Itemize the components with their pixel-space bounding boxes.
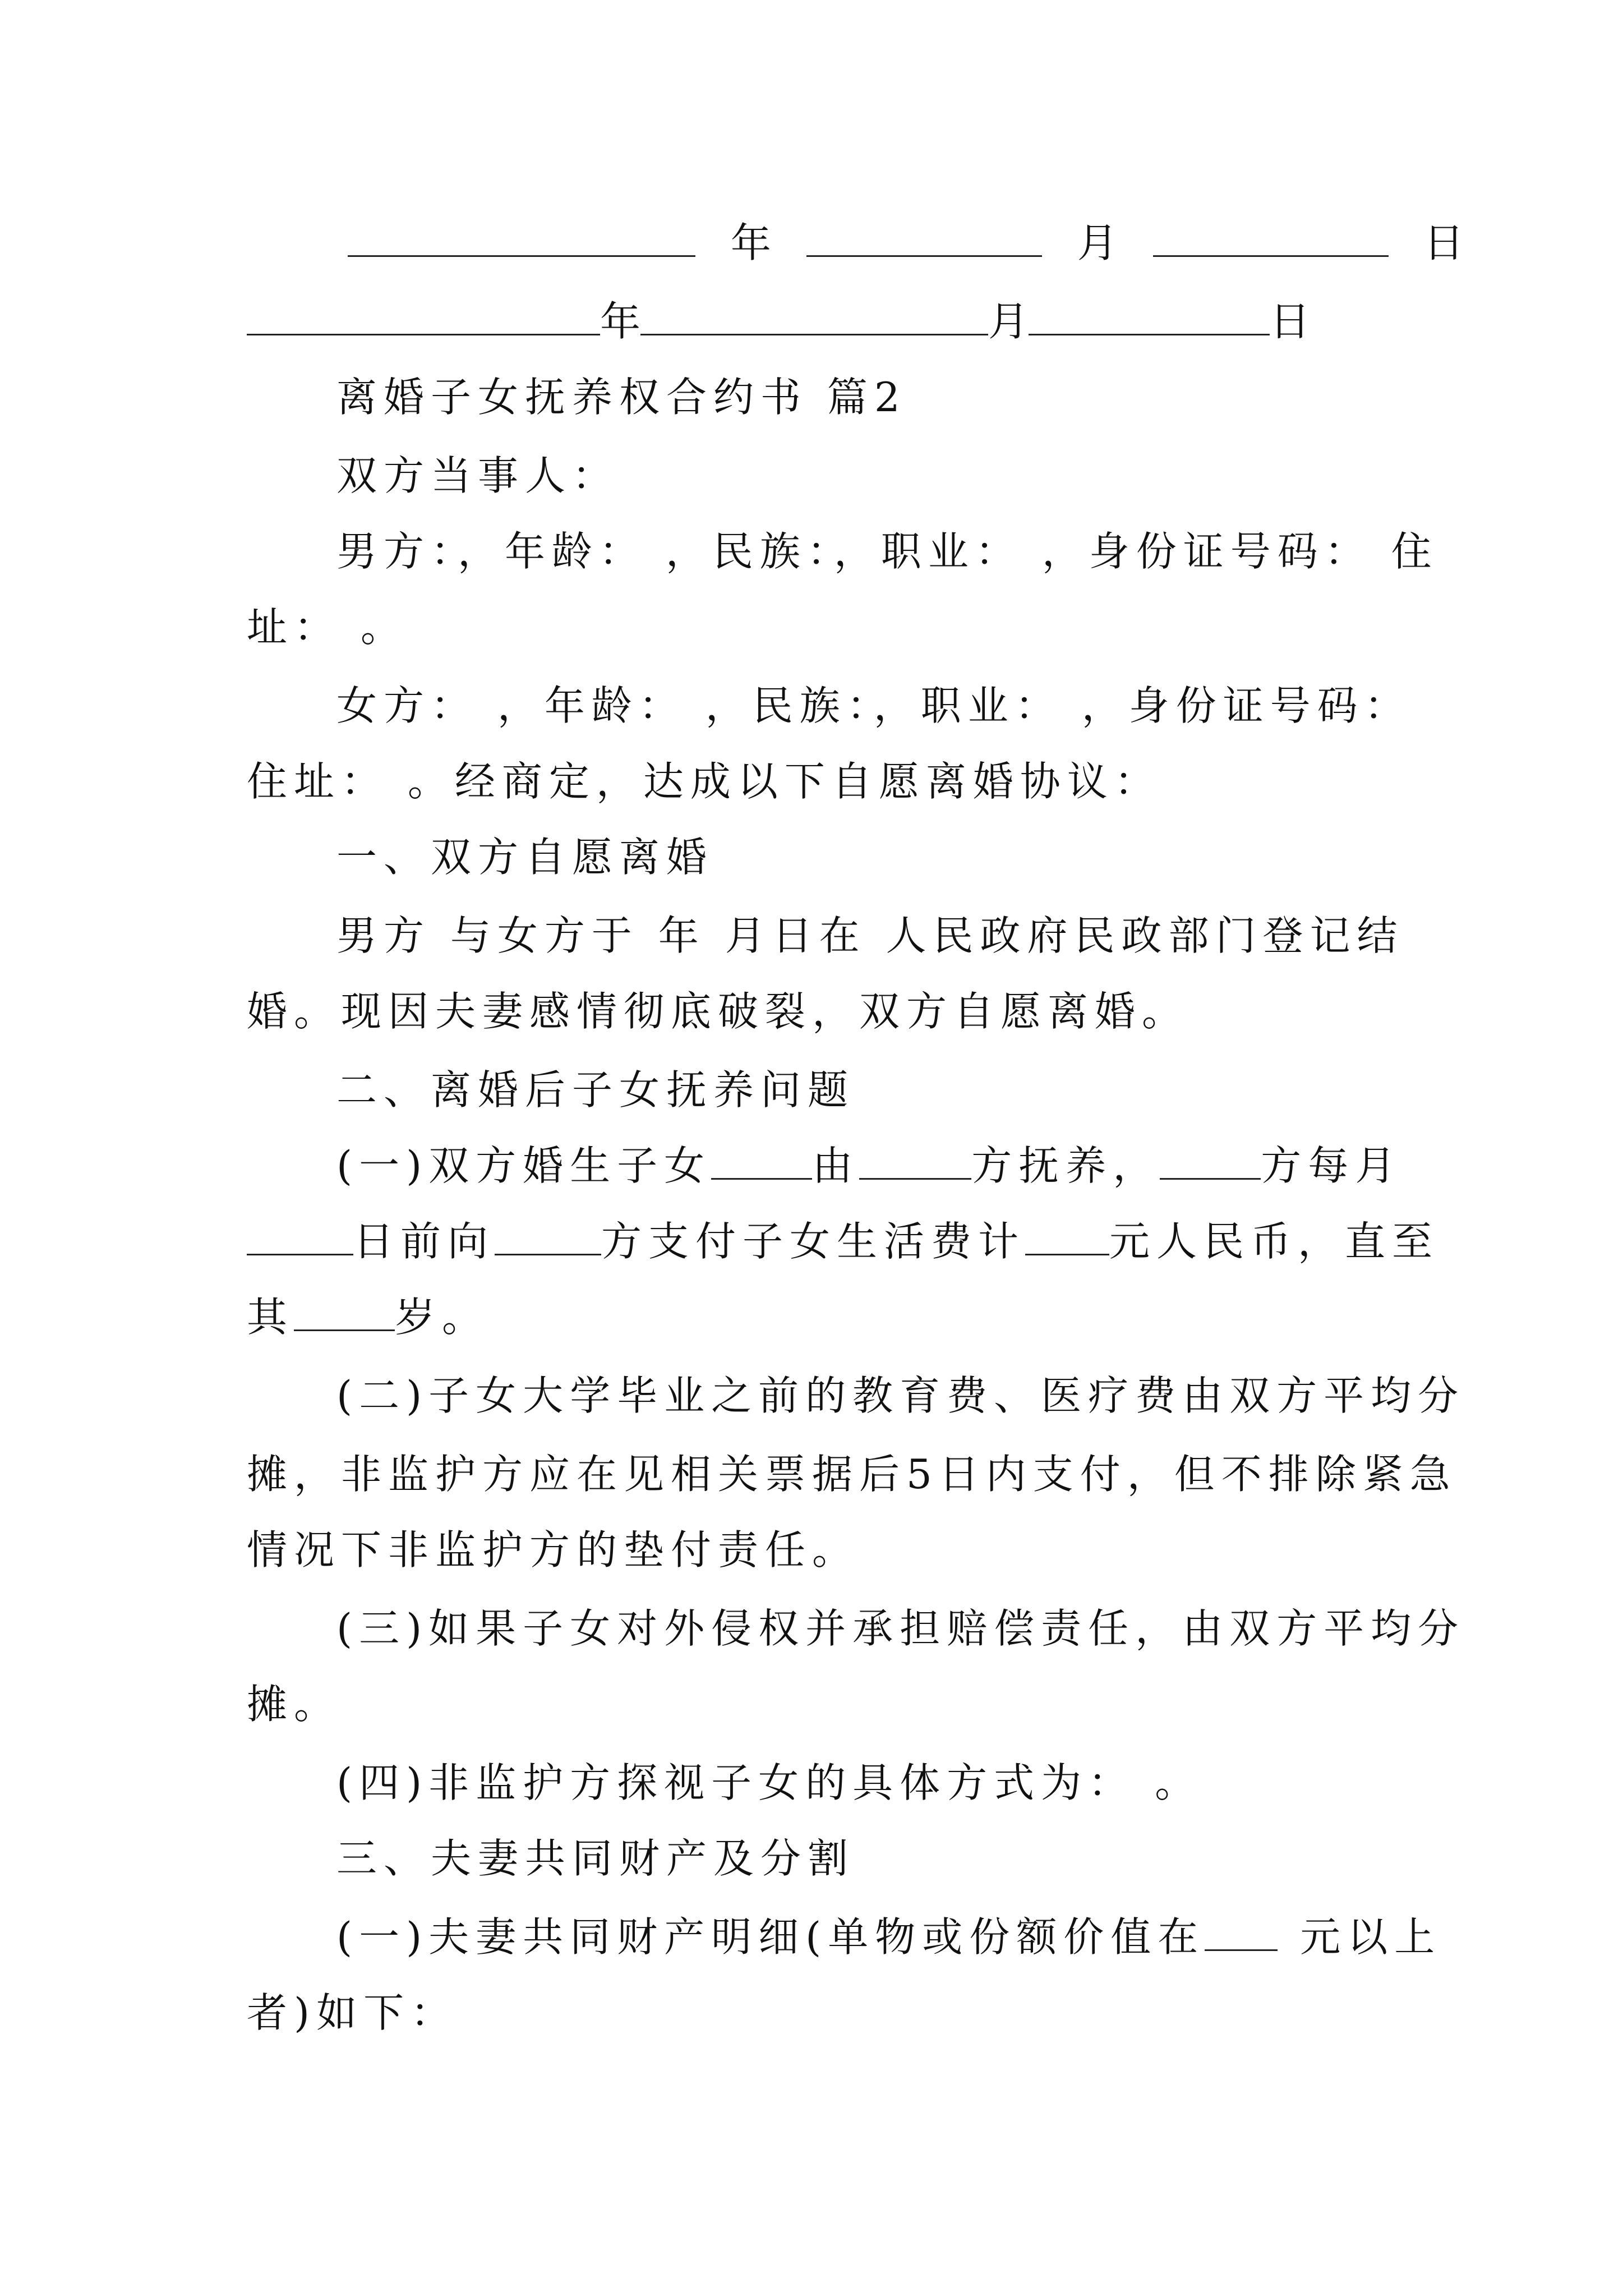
blank-year <box>247 300 600 335</box>
text-segment: 方每月 <box>1261 1142 1403 1189</box>
text-segment: 由 <box>812 1142 860 1189</box>
text-segment: 方抚养， <box>971 1142 1160 1189</box>
blank-day <box>1029 300 1270 335</box>
blank <box>1025 1220 1109 1255</box>
text-segment: 方支付子女生活费计 <box>601 1218 1026 1265</box>
blank-month <box>640 300 988 335</box>
section1-p1-line1: 男方 与女方于 年 月日在 人民政府民政部门登记结 <box>336 912 1404 959</box>
parties-heading: 双方当事人： <box>336 452 620 499</box>
text-segment: (一)夫妻共同财产明细(单物或份额价值在 <box>336 1913 1205 1961</box>
blank-day <box>1153 222 1389 257</box>
section2-item2-line3: 情况下非监护方的垫付责任。 <box>247 1526 860 1573</box>
section2-item2-line2: 摊，非监护方应在见相关票据后5日内支付，但不排除紧急 <box>247 1451 1457 1498</box>
section2-item1-line1 <box>336 1139 1403 1193</box>
blank <box>495 1220 601 1255</box>
date-month-label: 月 <box>1077 219 1118 266</box>
blank <box>711 1144 812 1180</box>
section2-item3-line1: (三)如果子女对外侵权并承担赔偿责任，由双方平均分 <box>336 1605 1465 1652</box>
blank-year <box>348 222 695 257</box>
section2-item1-line2 <box>247 1214 1440 1268</box>
section2-item2-line1: (二)子女大学毕业之前的教育费、医疗费由双方平均分 <box>336 1372 1465 1419</box>
section1-p1-line2: 婚。现因夫妻感情彻底破裂，双方自愿离婚。 <box>247 988 1189 1035</box>
text-segment: 日前向 <box>353 1218 495 1265</box>
text-segment: 岁。 <box>395 1294 490 1341</box>
date-day-label: 日 <box>1423 219 1464 266</box>
male-info-line1: 男方：，年龄： ，民族：，职业： ，身份证号码： 住 <box>336 528 1438 575</box>
section3-heading: 三、夫妻共同财产及分割 <box>336 1835 855 1882</box>
section3-item1-line2: 者)如下： <box>247 1989 458 2036</box>
date-month-label: 月 <box>988 298 1029 345</box>
text-segment: 其 <box>247 1294 294 1341</box>
section2-item1-line3 <box>247 1290 1391 1344</box>
section-title: 离婚子女抚养权合约书 篇2 <box>336 374 907 421</box>
text-segment: 元人民币，直至 <box>1109 1218 1440 1265</box>
blank <box>1205 1916 1278 1951</box>
section2-item3-line2: 摊。 <box>247 1681 342 1728</box>
blank <box>247 1220 353 1255</box>
date-day-label: 日 <box>1270 298 1311 345</box>
female-info-line1: 女方： ，年龄： ，民族：，职业： ，身份证号码： <box>336 682 1412 729</box>
female-info-line2: 住址： 。经商定，达成以下自愿离婚协议： <box>247 758 1161 805</box>
blank-month <box>806 222 1042 257</box>
section2-heading: 二、离婚后子女抚养问题 <box>336 1066 855 1114</box>
blank <box>1160 1144 1261 1180</box>
text-segment: 元以上 <box>1300 1913 1442 1961</box>
male-info-line2: 址： 。 <box>247 604 408 651</box>
section1-heading: 一、双方自愿离婚 <box>336 834 714 881</box>
section3-item1-line1 <box>336 1910 1442 1964</box>
date-year-label: 年 <box>600 298 641 345</box>
section2-item4: (四)非监护方探视子女的具体方式为： 。 <box>336 1759 1202 1806</box>
date-line-2 <box>247 295 1310 348</box>
blank <box>859 1144 971 1180</box>
text-segment: (一)双方婚生子女 <box>336 1142 712 1189</box>
blank <box>294 1296 395 1331</box>
date-line-1 <box>348 216 1464 270</box>
date-year-label: 年 <box>730 219 771 266</box>
